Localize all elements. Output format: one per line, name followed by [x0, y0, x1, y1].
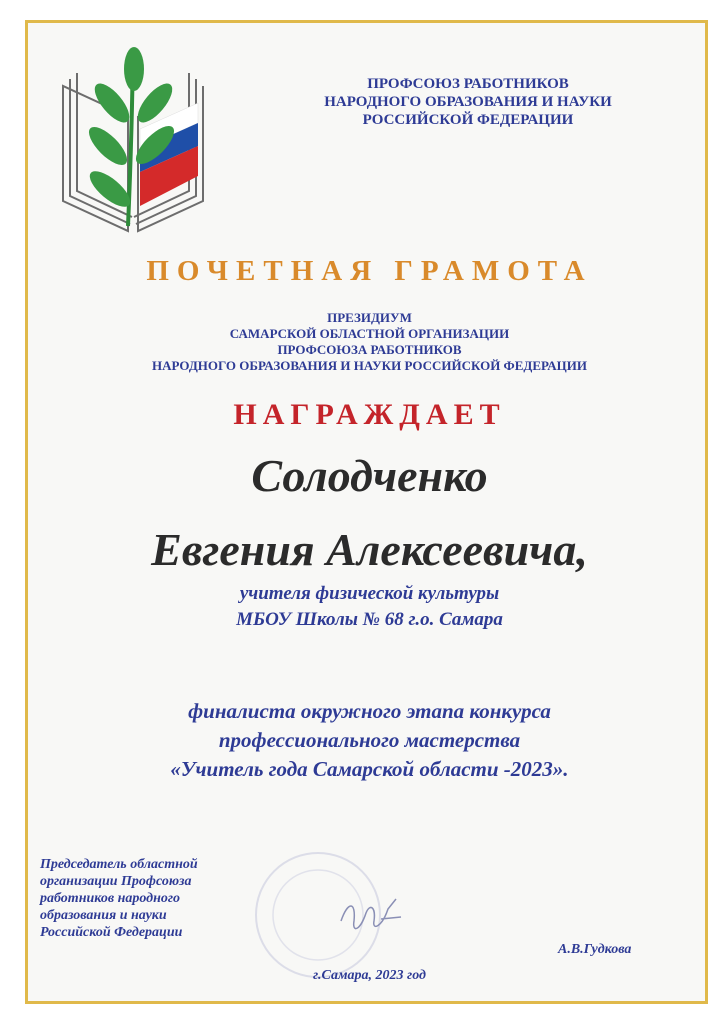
organization-line: ПРОФСОЮЗ РАБОТНИКОВ	[367, 76, 569, 92]
presidium-line: САМАРСКОЙ ОБЛАСТНОЙ ОРГАНИЗАЦИИ	[229, 326, 510, 341]
achievement-line: финалиста окружного этапа конкурса	[188, 699, 551, 723]
presidium-line: ПРЕЗИДИУМ	[327, 310, 412, 325]
place-date: г.Самара, 2023 год	[313, 968, 426, 983]
recipient-surname: Солодченко	[251, 450, 488, 501]
achievement-line: «Учитель года Самарской области -2023».	[170, 757, 569, 781]
union-logo	[58, 41, 208, 241]
position-line: МБОУ Школы № 68 г.о. Самара	[236, 609, 503, 630]
chair-title	[40, 856, 280, 941]
achievement-line: профессионального мастерства	[218, 728, 521, 752]
position-line: учителя физической культуры	[239, 583, 500, 604]
presidium-block	[28, 310, 711, 374]
awards-heading: НАГРАЖДАЕТ	[233, 398, 506, 431]
certificate-frame	[25, 20, 708, 1004]
chair-line: образования и науки	[40, 908, 167, 923]
chair-line: организации Профсоюза	[40, 874, 192, 889]
achievement-text	[28, 697, 711, 784]
signature-mark	[336, 891, 406, 941]
chair-line: Российской Федерации	[40, 925, 183, 940]
presidium-line: НАРОДНОГО ОБРАЗОВАНИЯ И НАУКИ РОССИЙСКОЙ ФЕДЕРАЦИИ	[151, 358, 588, 373]
certificate-title: ПОЧЕТНАЯ ГРАМОТА	[146, 255, 593, 287]
recipient-position	[28, 581, 711, 633]
organization-line: РОССИЙСКОЙ ФЕДЕРАЦИИ	[362, 112, 574, 128]
organization-line: НАРОДНОГО ОБРАЗОВАНИЯ И НАУКИ	[324, 94, 612, 110]
signer-name: А.В.Гудкова	[558, 942, 632, 957]
recipient-given-names: Евгения Алексеевича,	[151, 524, 588, 575]
chair-line: Председатель областной	[40, 857, 198, 872]
presidium-line: ПРОФСОЮЗА РАБОТНИКОВ	[277, 342, 462, 357]
organization-title	[248, 75, 688, 129]
chair-line: работников народного	[40, 891, 181, 906]
